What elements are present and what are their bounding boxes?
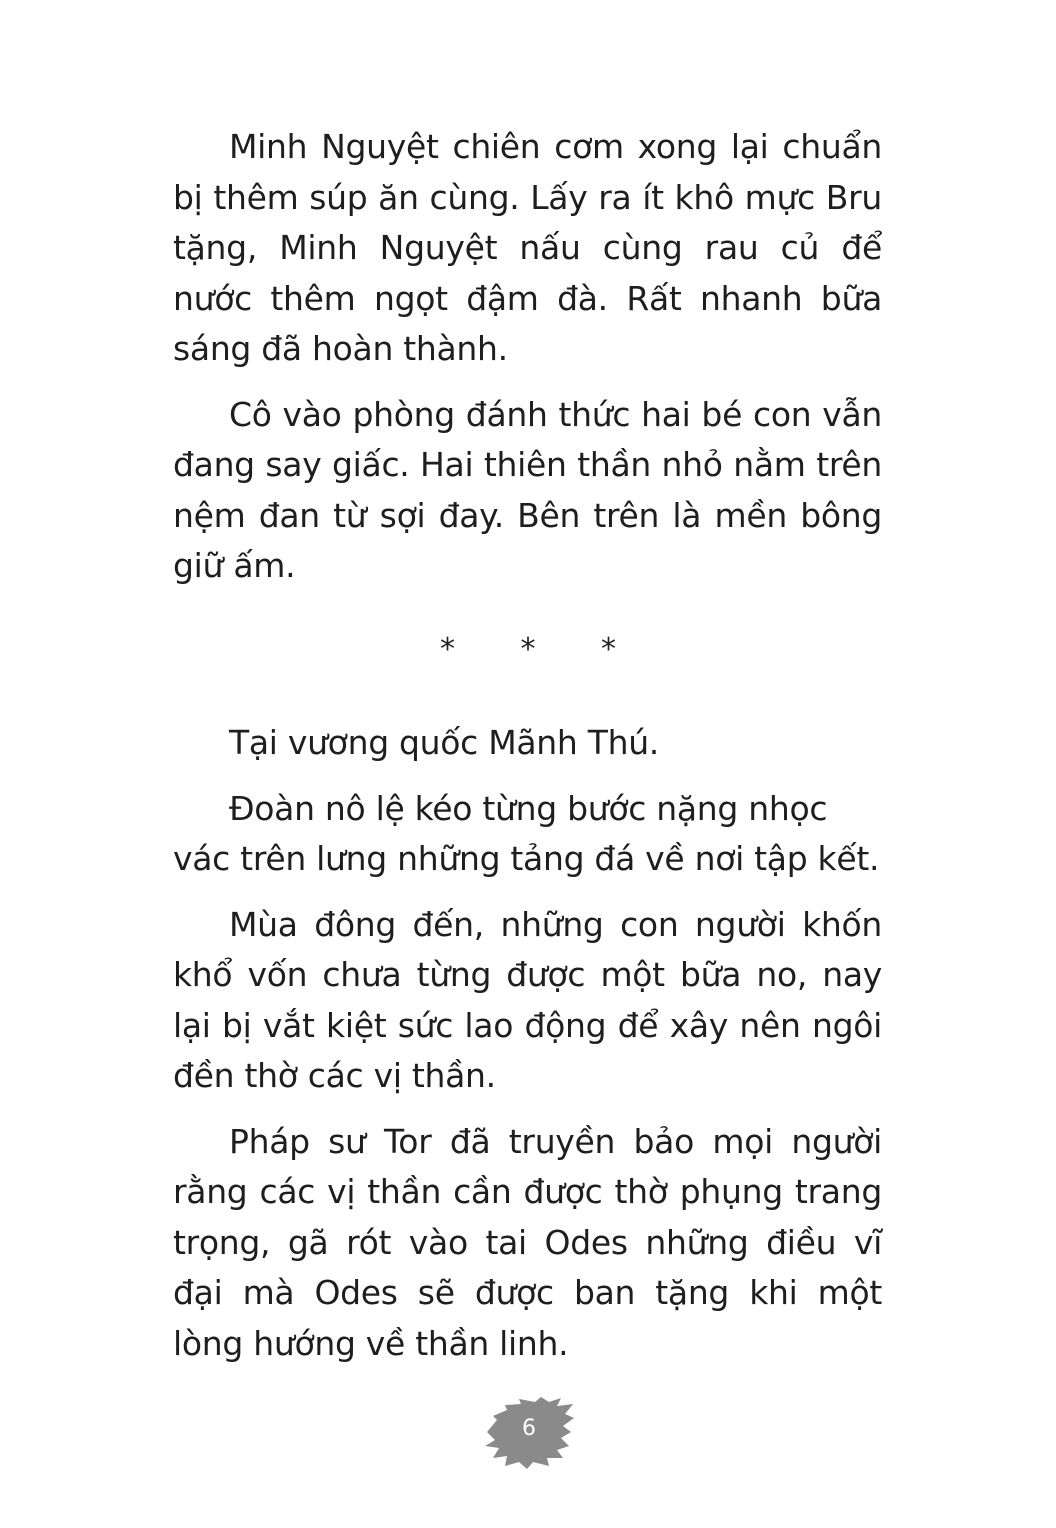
page-number: 6 — [522, 1416, 536, 1441]
paragraph: Tại vương quốc Mãnh Thú. — [229, 723, 660, 762]
paragraph: Minh Nguyệt chiên cơm xong lại chuẩn bị thêm súp ăn cùng. Lấy ra ít khô mực Bru tặng, Minh Nguyệt nấu cùng rau củ để nước thêm ngọt đậm đà. Rất nhanh bữa sáng đã hoàn thành. — [173, 127, 882, 368]
paragraph: Đoàn nô lệ kéo từng bước nặng nhọc vác trên lưng những tảng đá về nơi tập kết. — [173, 788, 880, 878]
page-number-badge — [483, 1396, 575, 1470]
paragraph: Mùa đông đến, những con người khốn khổ vốn chưa từng được một bữa no, nay lại bị vắt kiệt sức lao động để xây nên ngôi đền thờ các vị thần. — [173, 904, 882, 1095]
section-separator: * * * — [439, 632, 645, 667]
paragraph: Cô vào phòng đánh thức hai bé con vẫn đang say giấc. Hai thiên thần nhỏ nằm trên nệm đan từ sợi đay. Bên trên là mền bông giữ ấm. — [173, 394, 882, 585]
section-one — [173, 122, 882, 592]
section-two — [173, 718, 882, 1369]
paragraph: Pháp sư Tor đã truyền bảo mọi người rằng các vị thần cần được thờ phụng trang trọng, gã rót vào tai Odes những điều vĩ đại mà Odes sẽ được ban tặng khi một lòng hướng về thần linh. — [173, 1121, 882, 1363]
